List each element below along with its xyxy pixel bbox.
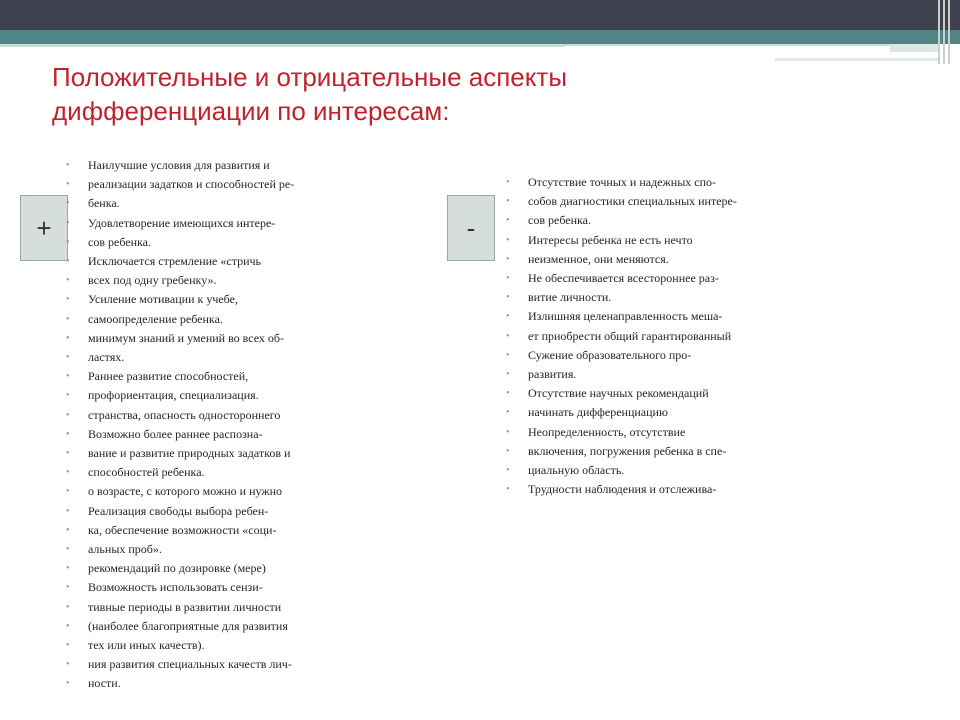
list-item: • включения, погружения ребенка в спе- <box>506 442 737 461</box>
list-item: • способностей ребенка. <box>66 463 294 482</box>
list-item: • ет приобрести общий гарантированный <box>506 327 737 346</box>
plus-box <box>20 195 68 261</box>
list-item: • всех под одну гребенку». <box>66 271 294 290</box>
list-item: • (наиболее благоприятные для развития <box>66 617 294 636</box>
slide-title-line: Положительные и отрицательные аспекты <box>52 62 568 92</box>
list-item: • собов диагностики специальных интере- <box>506 192 737 211</box>
list-item: • тех или иных качеств). <box>66 636 294 655</box>
list-item: • тивные периоды в развитии личности <box>66 598 294 617</box>
list-item: • реализации задатков и способностей ре- <box>66 175 294 194</box>
list-item: • Возможность использовать сензи- <box>66 578 294 597</box>
list-item: • профориентация, специализация. <box>66 386 294 405</box>
decorative-stripe <box>565 44 890 56</box>
list-item: • о возрасте, с которого можно и нужно <box>66 482 294 501</box>
list-item: • самоопределение ребенка. <box>66 310 294 329</box>
slide-title-line: дифференциации по интересам: <box>52 96 450 126</box>
list-item: • сов ребенка. <box>66 233 294 252</box>
header-band <box>0 0 960 30</box>
list-item: • Исключается стремление «стричь <box>66 252 294 271</box>
list-item: • Раннее развитие способностей, <box>66 367 294 386</box>
list-item: • минимум знаний и умений во всех об- <box>66 329 294 348</box>
slide-title <box>52 60 872 128</box>
list-item: • Возможно более раннее распозна- <box>66 425 294 444</box>
list-item: • Не обеспечивается всестороннее раз- <box>506 269 737 288</box>
list-item: • Наилучшие условия для развития и <box>66 156 294 175</box>
disadvantages-list <box>506 173 737 499</box>
list-item: • Трудности наблюдения и отслежива- <box>506 480 737 499</box>
list-item: • ластях. <box>66 348 294 367</box>
list-item: • развития. <box>506 365 737 384</box>
decorative-stripe <box>890 44 940 52</box>
list-item: • Отсутствие точных и надежных спо- <box>506 173 737 192</box>
list-item: • бенка. <box>66 194 294 213</box>
list-item: • циальную область. <box>506 461 737 480</box>
list-item: • Неопределенность, отсутствие <box>506 423 737 442</box>
list-item: • сов ребенка. <box>506 211 737 230</box>
list-item: • ности. <box>66 674 294 693</box>
list-item: • Сужение образовательного про- <box>506 346 737 365</box>
minus-label: - <box>466 212 476 243</box>
list-item: • неизменное, они меняются. <box>506 250 737 269</box>
list-item: • Усиление мотивации к учебе, <box>66 290 294 309</box>
list-item: • Удовлетворение имеющихся интере- <box>66 214 294 233</box>
header-accent-line <box>0 30 960 44</box>
list-item: • Отсутствие научных рекомендаций <box>506 384 737 403</box>
list-item: • Излишняя целенаправленность меша- <box>506 307 737 326</box>
minus-box <box>447 195 495 261</box>
list-item: • Реализация свободы выбора ребен- <box>66 502 294 521</box>
list-item: • вание и развитие природных задатков и <box>66 444 294 463</box>
list-item: • начинать дифференциацию <box>506 403 737 422</box>
list-item: • Интересы ребенка не есть нечто <box>506 231 737 250</box>
plus-label: + <box>36 212 52 243</box>
decorative-vertical-bars <box>938 0 952 64</box>
list-item: • странства, опасность одностороннего <box>66 406 294 425</box>
list-item: • витие личности. <box>506 288 737 307</box>
list-item: • ния развития специальных качеств лич- <box>66 655 294 674</box>
list-item: • ка, обеспечение возможности «соци- <box>66 521 294 540</box>
advantages-list <box>66 156 294 694</box>
decorative-stripe <box>0 44 565 47</box>
list-item: • рекомендаций по дозировке (мере) <box>66 559 294 578</box>
list-item: • альных проб». <box>66 540 294 559</box>
